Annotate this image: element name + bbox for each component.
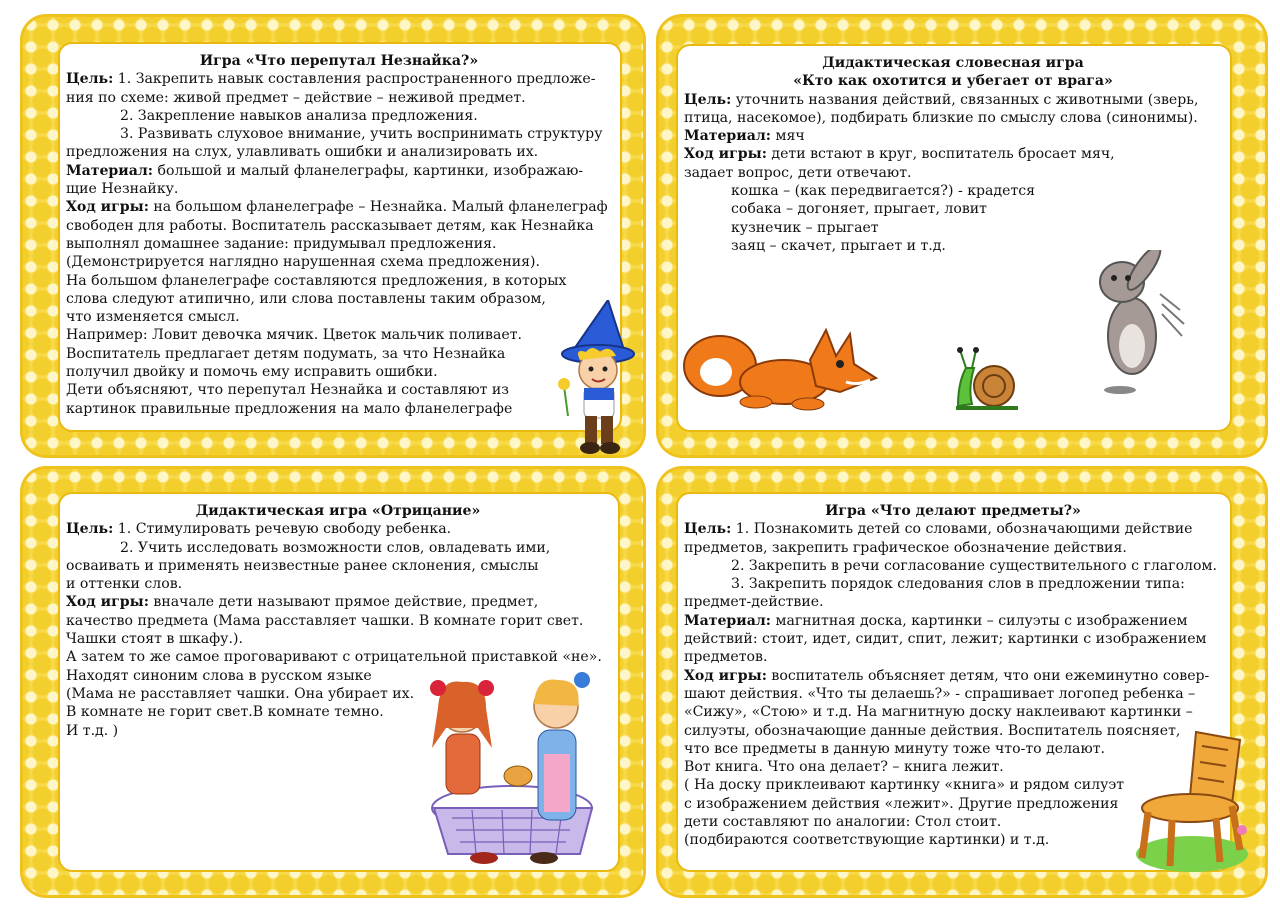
text-line: ( На доску приклеивают картинку «книга» и рядом силуэт [684,777,1125,794]
material-line [66,162,612,180]
text-line: получил двойку и помочь ему исправить ошибки. [66,364,438,381]
text-line: Например: Ловит девочка мячик. Цветок мальчик поливает. [66,327,522,344]
goal-label: Цель: [66,71,114,88]
course-label: Ход игры: [684,667,767,684]
material-label: Материал: [684,612,772,629]
text-line: 3. Закрепить порядок следования слов в предложении типа: [731,576,1185,593]
text-line: предмет-действие. [684,594,824,611]
text-line: 2. Учить исследовать возможности слов, овладевать ими, [120,539,551,556]
goal-text: 1. Закрепить навык составления распространенного предложе- [113,71,596,88]
text-line: что изменяется смысл. [66,309,240,326]
text-line: что все предметы в данную минуту тоже что-то делают. [684,740,1106,757]
text-line: качество предмета (Мама расставляет чашки. В комнате горит свет. [66,612,584,629]
fox-illustration [680,320,880,416]
example-line: кузнечик – прыгает [731,219,879,236]
text-line: силуэты, обозначающие данные действия. Воспитатель поясняет, [684,722,1181,739]
rabbit-illustration [1076,250,1188,394]
text-line: Чашки стоят в шкафу.). [66,631,243,648]
girls-tea-party-illustration [412,658,608,868]
text-line: В комнате не горит свет.В комнате темно. [66,704,384,721]
chair-illustration [1132,726,1254,876]
text-line: На большом фланелеграфе составляются предложения, в которых [66,272,567,289]
text-line: Дети объясняют, что перепутал Незнайка и составляют из [66,382,509,399]
material-text: мяч [771,128,805,145]
text-line: ния по схеме: живой предмет – действие – неживой предмет. [66,89,526,106]
card-title: Игра «Что перепутал Незнайка?» [199,53,479,69]
material-label: Материал: [684,128,772,145]
text-line: действий: стоит, идет, сидит, спит, лежит; картинки с изображением [684,631,1207,648]
example-line: собака – догоняет, прыгает, ловит [731,201,987,218]
text-line: предложения на слух, улавливать ошибки и анализировать их. [66,144,539,161]
text-line: слова следуют атипично, или слова поставлены таким образом, [66,290,546,307]
course-label: Ход игры: [66,199,149,216]
card-neznayka [20,14,646,458]
goal-text: 1. Стимулировать речевую свободу ребенка. [113,521,452,538]
text-line: 3. Развивать слуховое внимание, учить воспринимать структуру [120,126,603,143]
text-line: предметов. [684,649,768,666]
card-title: Дидактическая словесная игра [822,55,1084,71]
goal-label: Цель: [684,91,732,108]
material-line [684,612,1222,630]
card-title: Игра «Что делают предметы?» [825,503,1081,519]
card-title: Дидактическая игра «Отрицание» [195,503,481,519]
text-line: Воспитатель предлагает детям подумать, за что Незнайка [66,345,506,362]
course-line [66,593,610,611]
text-line: (Мама не расставляет чашки. Она убирает их. [66,685,415,702]
text-line: Вот книга. Что она делает? – книга лежит. [684,759,1004,776]
text-line: «Сижу», «Стою» и т.д. На магнитную доску наклеивают картинки – [684,704,1193,721]
course-label: Ход игры: [66,594,149,611]
goal-line [684,91,1222,109]
card-content [58,42,622,432]
card-negation [20,466,646,898]
card-subtitle: «Кто как охотится и убегает от врага» [793,73,1113,90]
text-line: щие Незнайку. [66,181,179,198]
material-text: большой и малый фланелеграфы, картинки, изображаю- [153,162,584,179]
text-line: выполнял домашнее задание: придумывал предложения. [66,235,497,252]
text-line: шают действия. «Что ты делаешь?» - спрашивает логопед ребенка – [684,685,1196,702]
snail-illustration [952,342,1022,414]
text-line: осваивать и применять неизвестные ранее склонения, смыслы [66,557,539,574]
text-line: А затем то же самое проговаривают с отрицательной приставкой «не». [66,649,602,666]
goal-text: 1. Познакомить детей со словами, обозначающими действие [731,521,1193,538]
text-line: картинок правильные предложения на мало фланелеграфе [66,400,513,417]
text-line: предметов, закрепить графическое обозначение действия. [684,539,1127,556]
text-line: И т.д. ) [66,722,119,739]
text-line: задает вопрос, дети отвечают. [684,164,912,181]
example-line: кошка – (как передвигается?) - крадется [731,183,1036,200]
card-objects-actions [656,466,1268,898]
material-label: Материал: [66,162,154,179]
text-line: свободен для работы. Воспитатель рассказывает детям, как Незнайка [66,217,594,234]
course-text: воспитатель объясняет детям, что они ежеминутно совер- [766,667,1210,684]
text-line: дети составляют по аналогии: Стол стоит. [684,814,1002,831]
text-line: 2. Закрепить в речи согласование существительного с глаголом. [731,557,1217,574]
goal-line [684,520,1222,538]
example-line: заяц – скачет, прыгает и т.д. [731,237,946,254]
neznayka-illustration [550,300,646,460]
text-line: и оттенки слов. [66,576,183,593]
goal-label: Цель: [66,521,114,538]
course-text: на большом фланелеграфе – Незнайка. Малый фланелеграф [148,199,608,216]
goal-label: Цель: [684,521,732,538]
goal-text: уточнить названия действий, связанных с животными (зверь, [731,91,1199,108]
course-line [684,145,1222,163]
course-label: Ход игры: [684,146,767,163]
goal-line [66,70,612,88]
text-line: птица, насекомое), подбирать близкие по смыслу слова (синонимы). [684,109,1198,126]
course-line [684,667,1222,685]
text-line: 2. Закрепление навыков анализа предложения. [120,107,478,124]
material-line [684,127,1222,145]
material-text: магнитная доска, картинки – силуэты с изображением [771,612,1188,629]
text-line: (подбираются соответствующие картинки) и т.д. [684,832,1050,849]
goal-line [66,520,610,538]
course-text: вначале дети называют прямое действие, предмет, [148,594,539,611]
text-line: с изображением действия «лежит». Другие предложения [684,795,1119,812]
text-line: Находят синоним слова в русском языке [66,667,372,684]
course-text: дети встают в круг, воспитатель бросает мяч, [766,146,1115,163]
card-hunt-escape [656,14,1268,458]
text-line: (Демонстрируется наглядно нарушенная схема предложения). [66,254,540,271]
course-line [66,198,612,216]
